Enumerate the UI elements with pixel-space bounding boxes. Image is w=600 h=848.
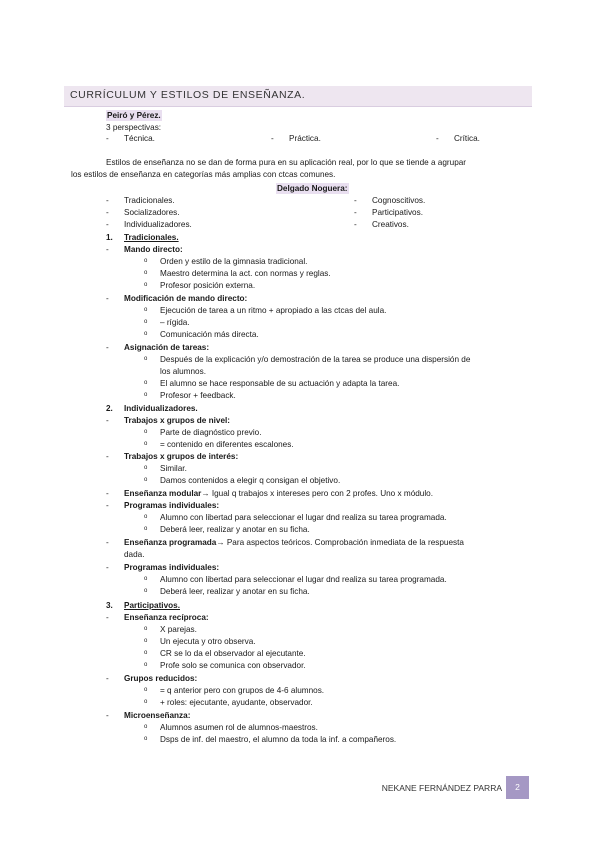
dash-marker: - bbox=[354, 220, 357, 229]
bullet-marker: o bbox=[144, 282, 148, 288]
dash-marker: - bbox=[436, 134, 439, 143]
perspectives-label: 3 perspectivas: bbox=[106, 123, 162, 132]
arrow-glyph: → bbox=[201, 489, 210, 498]
dash-marker: - bbox=[106, 452, 109, 461]
bullet-marker: o bbox=[144, 736, 148, 742]
list-item: Dsps de inf. del maestro, el alumno da toda la inf. a compañeros. bbox=[160, 735, 397, 744]
bullet-marker: o bbox=[144, 662, 148, 668]
bullet-marker: o bbox=[144, 429, 148, 435]
subsection-title: Mando directo: bbox=[124, 245, 183, 254]
bullet-marker: o bbox=[144, 514, 148, 520]
bullet-marker: o bbox=[144, 307, 148, 313]
bullet-marker: o bbox=[144, 380, 148, 386]
list-item: = contenido en diferentes escalones. bbox=[160, 440, 294, 449]
dash-marker: - bbox=[106, 613, 109, 622]
dash-marker: - bbox=[106, 538, 109, 547]
list-item: Similar. bbox=[160, 464, 187, 473]
dash-marker: - bbox=[106, 711, 109, 720]
subsection-title: Enseñanza modular bbox=[124, 489, 202, 498]
list-item: + roles: ejecutante, ayudante, observador. bbox=[160, 698, 313, 707]
category-item: Participativos. bbox=[372, 208, 423, 217]
dash-marker: - bbox=[106, 489, 109, 498]
bullet-marker: o bbox=[144, 626, 148, 632]
programada-line bbox=[124, 537, 464, 548]
dash-marker: - bbox=[354, 208, 357, 217]
footer-author: NEKANE FERNÁNDEZ PARRA bbox=[381, 783, 502, 793]
dash-marker: - bbox=[106, 220, 109, 229]
authors-heading: Peiró y Pérez. bbox=[107, 111, 161, 120]
list-item: Comunicación más directa. bbox=[160, 330, 259, 339]
list-item: X parejas. bbox=[160, 625, 197, 634]
list-item: Alumnos asumen rol de alumnos-maestros. bbox=[160, 723, 318, 732]
category-item: Tradicionales. bbox=[124, 196, 175, 205]
subsection-title: Programas individuales: bbox=[124, 563, 220, 572]
subsection-title: Trabajos x grupos de interés: bbox=[124, 452, 239, 461]
bullet-marker: o bbox=[144, 270, 148, 276]
list-item: Alumno con libertad para seleccionar el lugar dnd realiza su tarea programada. bbox=[160, 575, 447, 584]
dash-marker: - bbox=[106, 245, 109, 254]
bullet-marker: o bbox=[144, 319, 148, 325]
list-item: Damos contenidos a elegir q consigan el objetivo. bbox=[160, 476, 341, 485]
dash-marker: - bbox=[271, 134, 274, 143]
bullet-marker: o bbox=[144, 699, 148, 705]
arrow-glyph: → bbox=[216, 538, 225, 547]
dash-marker: - bbox=[106, 501, 109, 510]
list-item: Un ejecuta y otro observa. bbox=[160, 637, 256, 646]
subsection-title: Trabajos x grupos de nivel: bbox=[124, 416, 231, 425]
list-item: Orden y estilo de la gimnasia tradicional. bbox=[160, 257, 308, 266]
bullet-marker: o bbox=[144, 331, 148, 337]
programada-text: Para aspectos teóricos. Comprobación inmediata de la respuesta bbox=[224, 538, 464, 547]
paragraph-line: los estilos de enseñanza en categorías más amplias con ctcas comunes. bbox=[71, 170, 336, 179]
delgado-heading: Delgado Noguera: bbox=[277, 184, 348, 193]
subsection-title: Asignación de tareas: bbox=[124, 343, 210, 352]
page-number-badge bbox=[506, 776, 529, 799]
list-item: Alumno con libertad para seleccionar el lugar dnd realiza su tarea programada. bbox=[160, 513, 447, 522]
dash-marker: - bbox=[106, 674, 109, 683]
list-item: Profe solo se comunica con observador. bbox=[160, 661, 306, 670]
list-item: – rígida. bbox=[160, 318, 190, 327]
list-item: Deberá leer, realizar y anotar en su ficha. bbox=[160, 587, 310, 596]
subsection-title: Modificación de mando directo: bbox=[124, 294, 248, 303]
list-item: = q anterior pero con grupos de 4-6 alumnos. bbox=[160, 686, 325, 695]
bullet-marker: o bbox=[144, 441, 148, 447]
section-header-bar bbox=[64, 86, 532, 107]
subsection-title: Enseñanza recíproca: bbox=[124, 613, 209, 622]
section-number: 2. bbox=[106, 404, 113, 413]
perspective-item: Técnica. bbox=[124, 134, 155, 143]
perspective-item: Práctica. bbox=[289, 134, 321, 143]
section-number: 1. bbox=[106, 233, 113, 242]
section-title: Tradicionales. bbox=[124, 233, 179, 242]
bullet-marker: o bbox=[144, 526, 148, 532]
list-item: Maestro determina la act. con normas y reglas. bbox=[160, 269, 331, 278]
section-title: Participativos. bbox=[124, 601, 180, 610]
subsection-title: Enseñanza programada bbox=[124, 538, 217, 547]
bullet-marker: o bbox=[144, 465, 148, 471]
list-item: Profesor + feedback. bbox=[160, 391, 236, 400]
bullet-marker: o bbox=[144, 724, 148, 730]
subsection-title: Grupos reducidos: bbox=[124, 674, 198, 683]
dash-marker: - bbox=[106, 343, 109, 352]
dash-marker: - bbox=[106, 294, 109, 303]
bullet-marker: o bbox=[144, 588, 148, 594]
list-item-continuation: los alumnos. bbox=[160, 367, 206, 376]
category-item: Individualizadores. bbox=[124, 220, 192, 229]
list-item: Deberá leer, realizar y anotar en su ficha. bbox=[160, 525, 310, 534]
perspective-item: Crítica. bbox=[454, 134, 480, 143]
list-item: Después de la explicación y/o demostración de la tarea se produce una dispersión de bbox=[160, 355, 471, 364]
category-item: Cognoscitivos. bbox=[372, 196, 426, 205]
dash-marker: - bbox=[106, 563, 109, 572]
bullet-marker: o bbox=[144, 356, 148, 362]
programada-continuation: dada. bbox=[124, 550, 145, 559]
document-title: CURRÍCULUM Y ESTILOS DE ENSEÑANZA. bbox=[70, 89, 306, 101]
bullet-marker: o bbox=[144, 392, 148, 398]
section-title: Individualizadores. bbox=[124, 404, 198, 413]
dash-marker: - bbox=[106, 196, 109, 205]
subsection-title: Programas individuales: bbox=[124, 501, 220, 510]
bullet-marker: o bbox=[144, 650, 148, 656]
list-item: El alumno se hace responsable de su actuación y adapta la tarea. bbox=[160, 379, 400, 388]
bullet-marker: o bbox=[144, 258, 148, 264]
bullet-marker: o bbox=[144, 638, 148, 644]
category-item: Creativos. bbox=[372, 220, 409, 229]
bullet-marker: o bbox=[144, 687, 148, 693]
dash-marker: - bbox=[106, 208, 109, 217]
page-number: 2 bbox=[515, 782, 520, 792]
subsection-title: Microenseñanza: bbox=[124, 711, 191, 720]
list-item: Profesor posición externa. bbox=[160, 281, 256, 290]
dash-marker: - bbox=[106, 416, 109, 425]
list-item: Ejecución de tarea a un ritmo + apropiado a las ctcas del aula. bbox=[160, 306, 387, 315]
list-item: CR se lo da el observador al ejecutante. bbox=[160, 649, 306, 658]
section-number: 3. bbox=[106, 601, 113, 610]
modular-text: Igual q trabajos x intereses pero con 2 profes. Uno x módulo. bbox=[209, 489, 434, 498]
category-item: Socializadores. bbox=[124, 208, 180, 217]
dash-marker: - bbox=[354, 196, 357, 205]
dash-marker: - bbox=[106, 134, 109, 143]
bullet-marker: o bbox=[144, 576, 148, 582]
modular-line bbox=[124, 488, 433, 499]
bullet-marker: o bbox=[144, 477, 148, 483]
paragraph-line: Estilos de enseñanza no se dan de forma pura en su aplicación real, por lo que se tiende a agrupar bbox=[106, 158, 467, 167]
list-item: Parte de diagnóstico previo. bbox=[160, 428, 262, 437]
